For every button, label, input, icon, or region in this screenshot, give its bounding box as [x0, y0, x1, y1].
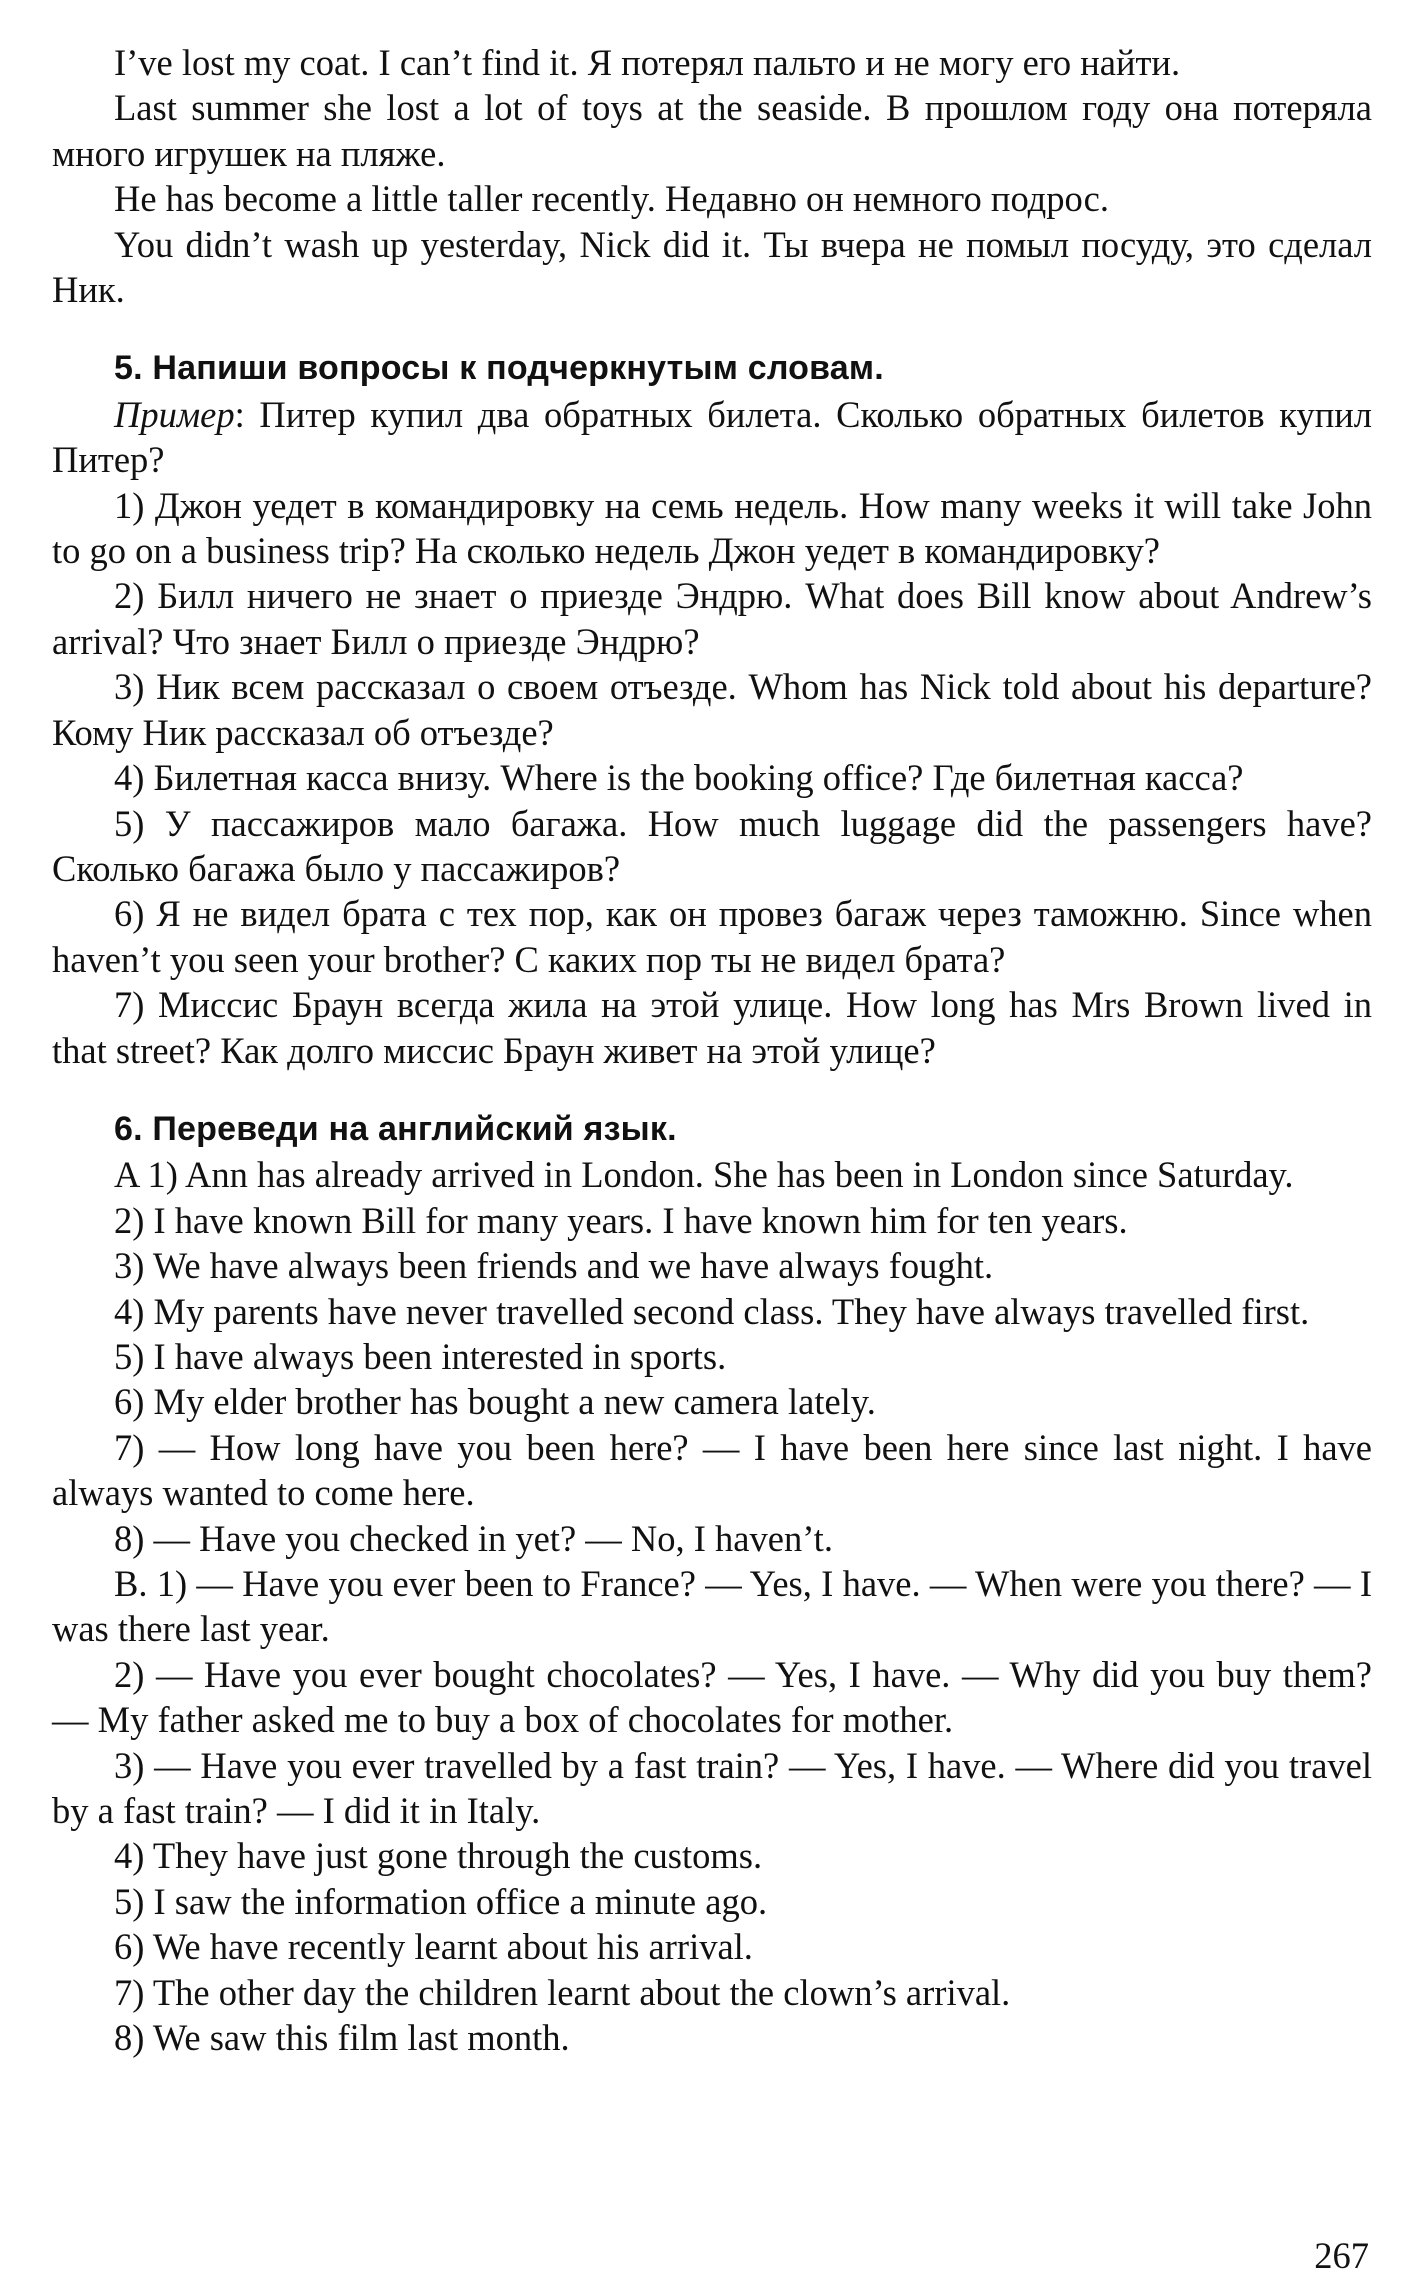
section-5-item: 1) Джон уедет в командировку на семь недель. How many weeks it will take John to go on a business trip? На сколько недель Джон уедет в командировку?	[52, 484, 1372, 572]
section-5-item: 7) Миссис Браун всегда жила на этой улице. How long has Mrs Brown lived in that street? Как долго миссис Браун живет на этой улице?	[52, 984, 1372, 1071]
section-6-item: 4) My parents have never travelled second class. They have always travelled first.	[114, 1290, 1310, 1332]
intro-line: I’ve lost my coat. I can’t find it. Я потерял пальто и не могу его найти.	[114, 42, 1181, 83]
section-6-item: 6) We have recently learnt about his arrival.	[114, 1926, 753, 1968]
section-6-item: 3) — Have you ever travelled by a fast train? — Yes, I have. — Where did you travel by a fast train? — I did it in Italy.	[52, 1744, 1372, 1832]
section-6-item: 8) We saw this film last month.	[114, 2017, 570, 2059]
section-6-item: B. 1) — Have you ever been to France? — Yes, I have. — When were you there? — I was there last year.	[52, 1563, 1372, 1650]
section-6-item: 5) I have always been interested in sports.	[114, 1335, 727, 1377]
section-6-heading: 6. Переведи на английский язык.	[114, 1109, 677, 1148]
section-6-item: 7) The other day the children learnt about the clown’s arrival.	[114, 1971, 1011, 2013]
section-5-item: 3) Ник всем рассказал о своем отъезде. Whom has Nick told about his departure? Кому Ник рассказал об отъезде?	[52, 666, 1372, 753]
section-6-item: 6) My elder brother has bought a new camera lately.	[114, 1381, 876, 1423]
section-6-item: 3) We have always been friends and we have always fought.	[114, 1245, 994, 1287]
section-5-heading: 5. Напиши вопросы к подчеркнутым словам.	[114, 349, 884, 388]
example-label: Пример	[114, 393, 235, 435]
section-5-item: 4) Билетная касса внизу. Where is the booking office? Где билетная касса?	[114, 757, 1244, 799]
section-6-item: 2) — Have you ever bought chocolates? — Yes, I have. — Why did you buy them? — My father asked me to buy a box of chocolates for mother.	[52, 1653, 1372, 1741]
section-6-item: 5) I saw the information office a minute ago.	[114, 1880, 768, 1922]
section-6-item: A 1) Ann has already arrived in London. She has been in London since Saturday.	[114, 1154, 1294, 1196]
section-6-item: 7) — How long have you been here? — I have been here since last night. I have always wanted to come here.	[52, 1426, 1372, 1514]
intro-line: He has become a little taller recently. Недавно он немного подрос.	[114, 178, 1109, 220]
section-5-item: 6) Я не видел брата с тех пор, как он провез багаж через таможню. Since when haven’t you seen your brother? С каких пор ты не видел брата?	[52, 893, 1372, 980]
section-6-item: 8) — Have you checked in yet? — No, I haven’t.	[114, 1517, 833, 1559]
section-5-example	[52, 392, 1372, 483]
page-body	[52, 40, 1372, 2060]
section-5-item: 2) Билл ничего не знает о приезде Эндрю. What does Bill know about Andrew’s arrival? Что знает Билл о приезде Эндрю?	[52, 575, 1372, 662]
page-number: 267	[1314, 2235, 1369, 2276]
section-6-item: 4) They have just gone through the customs.	[114, 1835, 763, 1877]
section-5-item: 5) У пассажиров мало багажа. How much luggage did the passengers have? Сколько багажа было у пассажиров?	[52, 802, 1372, 889]
intro-line: You didn’t wash up yesterday, Nick did it. Ты вчера не помыл посуду, это сделал Ник.	[52, 223, 1372, 311]
example-text: : Питер купил два обратных билета. Сколько обратных билетов купил Питер?	[52, 393, 1372, 481]
section-6-item: 2) I have known Bill for many years. I have known him for ten years.	[114, 1199, 1128, 1241]
intro-line: Last summer she lost a lot of toys at the seaside. В прошлом году она потеряла много игрушек на пляже.	[52, 87, 1372, 174]
